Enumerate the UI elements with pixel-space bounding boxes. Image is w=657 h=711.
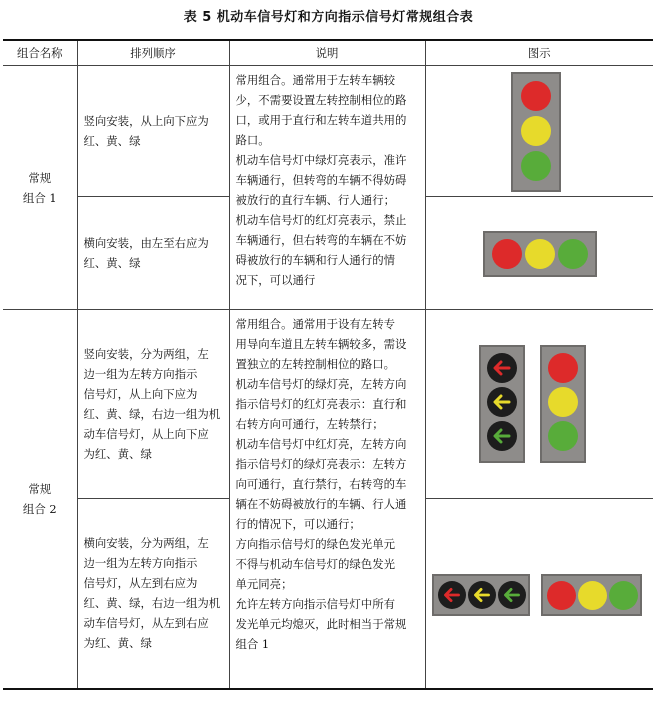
- group1-name-line1: 常规: [28, 170, 52, 185]
- green-arrow-lamp: [487, 421, 517, 451]
- yellow-lamp: [548, 387, 578, 417]
- green-lamp: [609, 581, 638, 610]
- vehicle-signal-vertical: [540, 345, 586, 463]
- desc-line: 置独立的左转控制相位的路口。: [235, 357, 395, 371]
- signal-combination-table: [3, 39, 653, 690]
- seq-line: 竖向安装，从上向下应为: [83, 114, 209, 128]
- yellow-lamp: [578, 581, 607, 610]
- group2-seq-vertical: [77, 310, 229, 499]
- desc-line: 机动车信号灯中红灯亮，左转方向: [235, 437, 407, 451]
- seq-line: 信号灯，从上向下应为: [83, 387, 198, 401]
- green-lamp: [558, 239, 588, 269]
- seq-line: 红、黄、绿，右边一组为机: [83, 407, 221, 421]
- desc-line: 右转方向可通行，左转禁行；: [235, 417, 384, 431]
- group2-name-line2: 组合 2: [22, 501, 57, 516]
- desc-line: 允许左转方向指示信号灯中所有: [235, 597, 395, 611]
- left-arrow-icon: [487, 421, 517, 451]
- desc-line: 组合 1: [235, 637, 270, 651]
- desc-line: 指示信号灯的绿灯亮表示：左转方: [235, 457, 407, 471]
- green-arrow-lamp: [498, 581, 526, 609]
- seq-line: 动车信号灯，从左到右应: [83, 616, 209, 631]
- desc-line: 被放行的直行车辆、行人通行；: [235, 193, 395, 207]
- left-turn-arrow-signal-vertical: [479, 345, 525, 463]
- seq-line: 边一组为左转方向指示: [83, 367, 198, 381]
- group2-vertical-illustration: [425, 310, 653, 499]
- desc-line: 口，或用于直行和左转车道共用的: [235, 113, 407, 127]
- group1-horizontal-illustration: [425, 197, 653, 310]
- red-lamp: [521, 81, 551, 111]
- green-lamp: [521, 151, 551, 181]
- desc-line: 常用组合。通常用于设有左转专: [235, 317, 395, 331]
- desc-line: 向可通行，直行禁行，右转弯的车: [235, 477, 407, 491]
- desc-line: 路口。: [235, 133, 270, 147]
- seq-line: 边一组为左转方向指示: [83, 556, 198, 571]
- seq-line: 红、黄、绿，右边一组为机: [83, 596, 221, 611]
- seq-line: 竖向安装，分为两组，左: [83, 347, 209, 361]
- group1-name-cell: [3, 66, 77, 310]
- red-lamp: [492, 239, 522, 269]
- group1-name-line2: 组合 1: [22, 190, 57, 205]
- desc-line: 行的情况下，可以通行；: [235, 517, 361, 531]
- group2-horizontal-illustration: [425, 499, 653, 689]
- group2-description: [229, 310, 425, 689]
- left-arrow-icon: [487, 353, 517, 383]
- group1-description: [229, 66, 425, 310]
- desc-line: 单元同亮；: [235, 577, 293, 591]
- red-arrow-lamp: [438, 581, 466, 609]
- desc-line: 常用组合。通常用于左转车辆较: [235, 73, 395, 87]
- group2-name-line1: 常规: [28, 481, 52, 496]
- group2-name-cell: [3, 310, 77, 689]
- vehicle-signal-vertical: [511, 72, 561, 192]
- seq-line: 红、黄、绿: [83, 134, 141, 148]
- header-row: [3, 40, 653, 66]
- seq-line: 为红、黄、绿: [83, 447, 152, 461]
- desc-line: 况下，可以通行: [235, 273, 316, 287]
- table-title: 表 5 机动车信号灯和方向指示信号灯常规组合表: [183, 10, 474, 25]
- header-description: 说明: [229, 40, 425, 66]
- seq-line: 横向安装，由左至右应为: [83, 236, 209, 250]
- vehicle-signal-horizontal: [483, 231, 597, 277]
- group2-seq-horizontal: [77, 499, 229, 689]
- table-row: [3, 310, 653, 499]
- desc-line: 发光单元均熄灭，此时相当于常规: [235, 617, 407, 631]
- left-arrow-icon: [487, 387, 517, 417]
- desc-line: 车辆通行，但右转弯的车辆在不妨: [235, 233, 407, 247]
- seq-line: 为红、黄、绿: [83, 636, 152, 651]
- group1-seq-vertical: [77, 66, 229, 197]
- left-arrow-icon: [438, 581, 466, 609]
- yellow-arrow-lamp: [468, 581, 496, 609]
- desc-line: 少，不需要设置左转控制相位的路: [235, 93, 407, 107]
- yellow-lamp: [521, 116, 551, 146]
- yellow-lamp: [525, 239, 555, 269]
- yellow-arrow-lamp: [487, 387, 517, 417]
- group1-seq-horizontal: [77, 197, 229, 310]
- left-arrow-icon: [468, 581, 496, 609]
- red-arrow-lamp: [487, 353, 517, 383]
- desc-line: 车辆通行，但转弯的车辆不得妨碍: [235, 173, 407, 187]
- vehicle-signal-horizontal: [541, 574, 642, 616]
- desc-line: 辆在不妨碍被放行的车辆、行人通: [235, 497, 407, 511]
- seq-line: 横向安装，分为两组，左: [83, 536, 209, 551]
- desc-line: 机动车信号灯的红灯亮表示，禁止: [235, 213, 407, 227]
- seq-line: 动车信号灯，从上向下应: [83, 427, 209, 441]
- desc-line: 方向指示信号灯的绿色发光单元: [235, 537, 395, 551]
- left-turn-arrow-signal-horizontal: [432, 574, 530, 616]
- seq-line: 信号灯，从左到右应为: [83, 576, 198, 591]
- table-row: [3, 66, 653, 197]
- header-arrangement-order: 排列顺序: [77, 40, 229, 66]
- desc-line: 用导向车道且左转车辆较多，需设: [235, 337, 407, 351]
- header-illustration: 图示: [425, 40, 653, 66]
- desc-line: 碍被放行的车辆和行人通行的情: [235, 253, 395, 267]
- desc-line: 机动车信号灯的绿灯亮，左转方向: [235, 377, 407, 391]
- header-combination-name: 组合名称: [3, 40, 77, 66]
- left-arrow-icon: [498, 581, 526, 609]
- red-lamp: [548, 353, 578, 383]
- red-lamp: [547, 581, 576, 610]
- group1-vertical-illustration: [425, 66, 653, 197]
- desc-line: 机动车信号灯中绿灯亮表示，准许: [235, 153, 407, 167]
- desc-line: 不得与机动车信号灯的绿色发光: [235, 557, 395, 571]
- seq-line: 红、黄、绿: [83, 256, 141, 270]
- desc-line: 指示信号灯的红灯亮表示：直行和: [235, 397, 407, 411]
- green-lamp: [548, 421, 578, 451]
